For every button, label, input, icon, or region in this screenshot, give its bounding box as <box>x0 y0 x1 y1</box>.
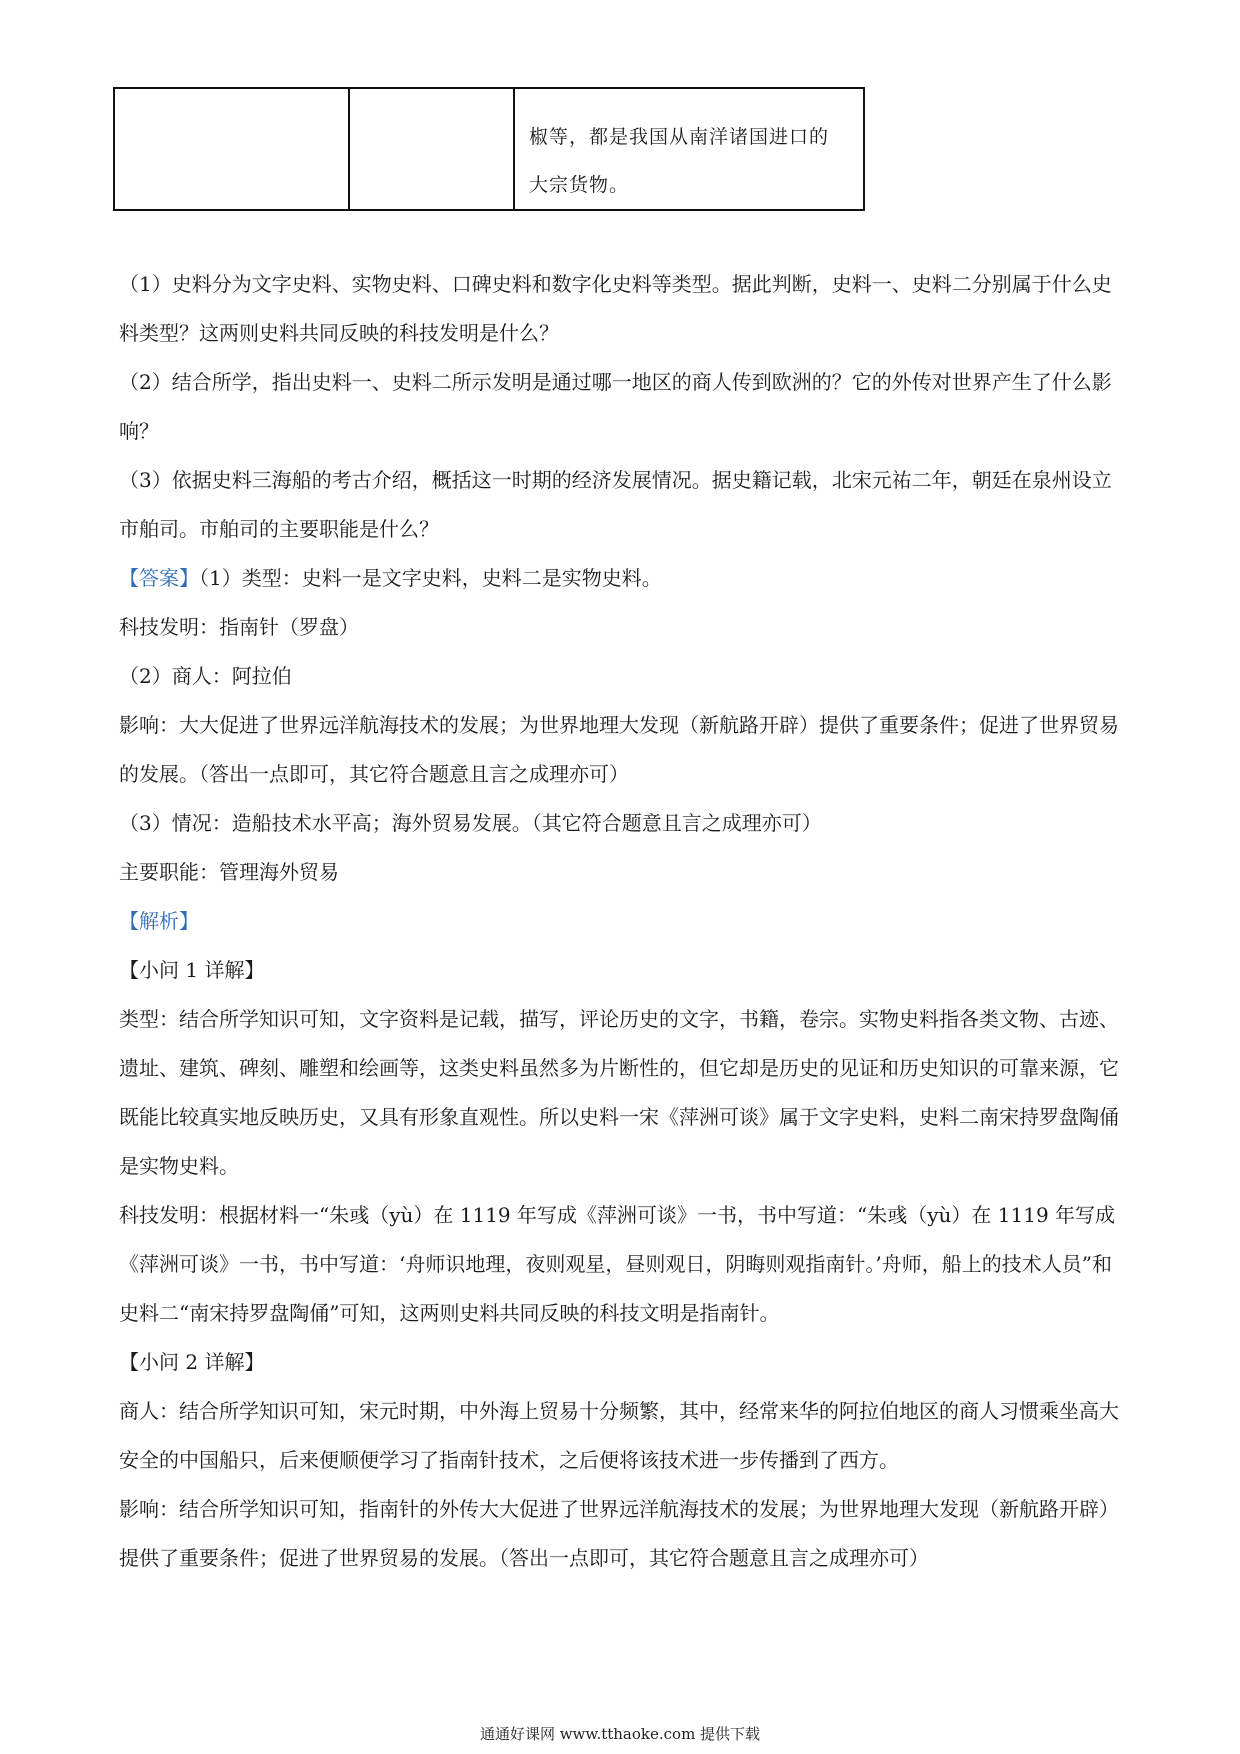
analysis-1-type: 类型：结合所学知识可知，文字资料是记载，描写，评论历史的文字，书籍，卷宗。实物史料指各类文物、古迹、遗址、建筑、碑刻、雕塑和绘画等，这类史料虽然多为片断性的，但它却是历史的见证和历史知识的可靠来源，它既能比较真实地反映历史，又具有形象直观性。所以史料一宋《萍洲可谈》属于文字史料，史料二南宋持罗盘陶俑是实物史料。 <box>119 1007 1119 1178</box>
page-footer: 通通好课网 www.tthaoke.com 提供下载 <box>479 1725 761 1743</box>
material-table-continuation <box>113 87 865 211</box>
analysis-subquestion-1-heading: 【小问 1 详解】 <box>119 958 265 982</box>
table-cell-description <box>514 88 864 210</box>
question-and-answer-body <box>119 260 1129 1583</box>
question-1: （1）史料分为文字史料、实物史料、口碑史料和数字化史料等类型。据此判断，史料一、史料二分别属于什么史料类型？这两则史料共同反映的科技发明是什么？ <box>119 272 1112 345</box>
answer-2-impact: 影响：大大促进了世界远洋航海技术的发展；为世界地理大发现（新航路开辟）提供了重要条件；促进了世界贸易的发展。（答出一点即可，其它符合题意且言之成理亦可） <box>119 713 1119 786</box>
table-cell-text <box>515 89 863 209</box>
analysis-tag: 【解析】 <box>119 909 199 933</box>
answer-3-function: 主要职能：管理海外贸易 <box>119 860 339 884</box>
question-3: （3）依据史料三海船的考古介绍，概括这一时期的经济发展情况。据史籍记载，北宋元祐二年，朝廷在泉州设立市舶司。市舶司的主要职能是什么？ <box>119 468 1112 541</box>
analysis-2-merchant: 商人：结合所学知识可知，宋元时期，中外海上贸易十分频繁，其中，经常来华的阿拉伯地区的商人习惯乘坐高大安全的中国船只，后来便顺便学习了指南针技术，之后便将该技术进一步传播到了西方。 <box>119 1399 1119 1472</box>
answer-line-1 <box>119 554 1129 603</box>
answer-1-type: （1）类型：史料一是文字史料，史料二是实物史料。 <box>199 566 662 590</box>
question-2: （2）结合所学，指出史料一、史料二所示发明是通过哪一地区的商人传到欧洲的？它的外传对世界产生了什么影响？ <box>119 370 1112 443</box>
answer-2-merchant: （2）商人：阿拉伯 <box>119 664 292 688</box>
analysis-1-invention: 科技发明：根据材料一“朱彧（yù）在 1119 年写成《萍洲可谈》一书，书中写道：“朱彧（yù）在 1119 年写成《萍洲可谈》一书，书中写道：‘舟师识地理，夜则观星，昼则观日，阴晦则观指南针。’舟师，船上的技术人员”和史料二“南宋持罗盘陶俑”可知，这两则史料共同反映的科技文明是指南针。 <box>119 1203 1116 1325</box>
table-cell-empty-2 <box>349 88 514 210</box>
analysis-subquestion-2-heading: 【小问 2 详解】 <box>119 1350 265 1374</box>
answer-tag: 【答案】 <box>119 566 199 590</box>
table-cell-empty-1 <box>114 88 349 210</box>
table-cell-line: 椒等，都是我国从南洋诸国进口的 <box>529 126 830 148</box>
table-row <box>114 88 864 210</box>
table-cell-line: 大宗货物。 <box>529 174 630 196</box>
answer-1-invention: 科技发明：指南针（罗盘） <box>119 615 359 639</box>
answer-3-situation: （3）情况：造船技术水平高；海外贸易发展。（其它符合题意且言之成理亦可） <box>119 811 822 835</box>
analysis-2-impact: 影响：结合所学知识可知，指南针的外传大大促进了世界远洋航海技术的发展；为世界地理大发现（新航路开辟）提供了重要条件；促进了世界贸易的发展。（答出一点即可，其它符合题意且言之成理亦可） <box>119 1497 1119 1570</box>
